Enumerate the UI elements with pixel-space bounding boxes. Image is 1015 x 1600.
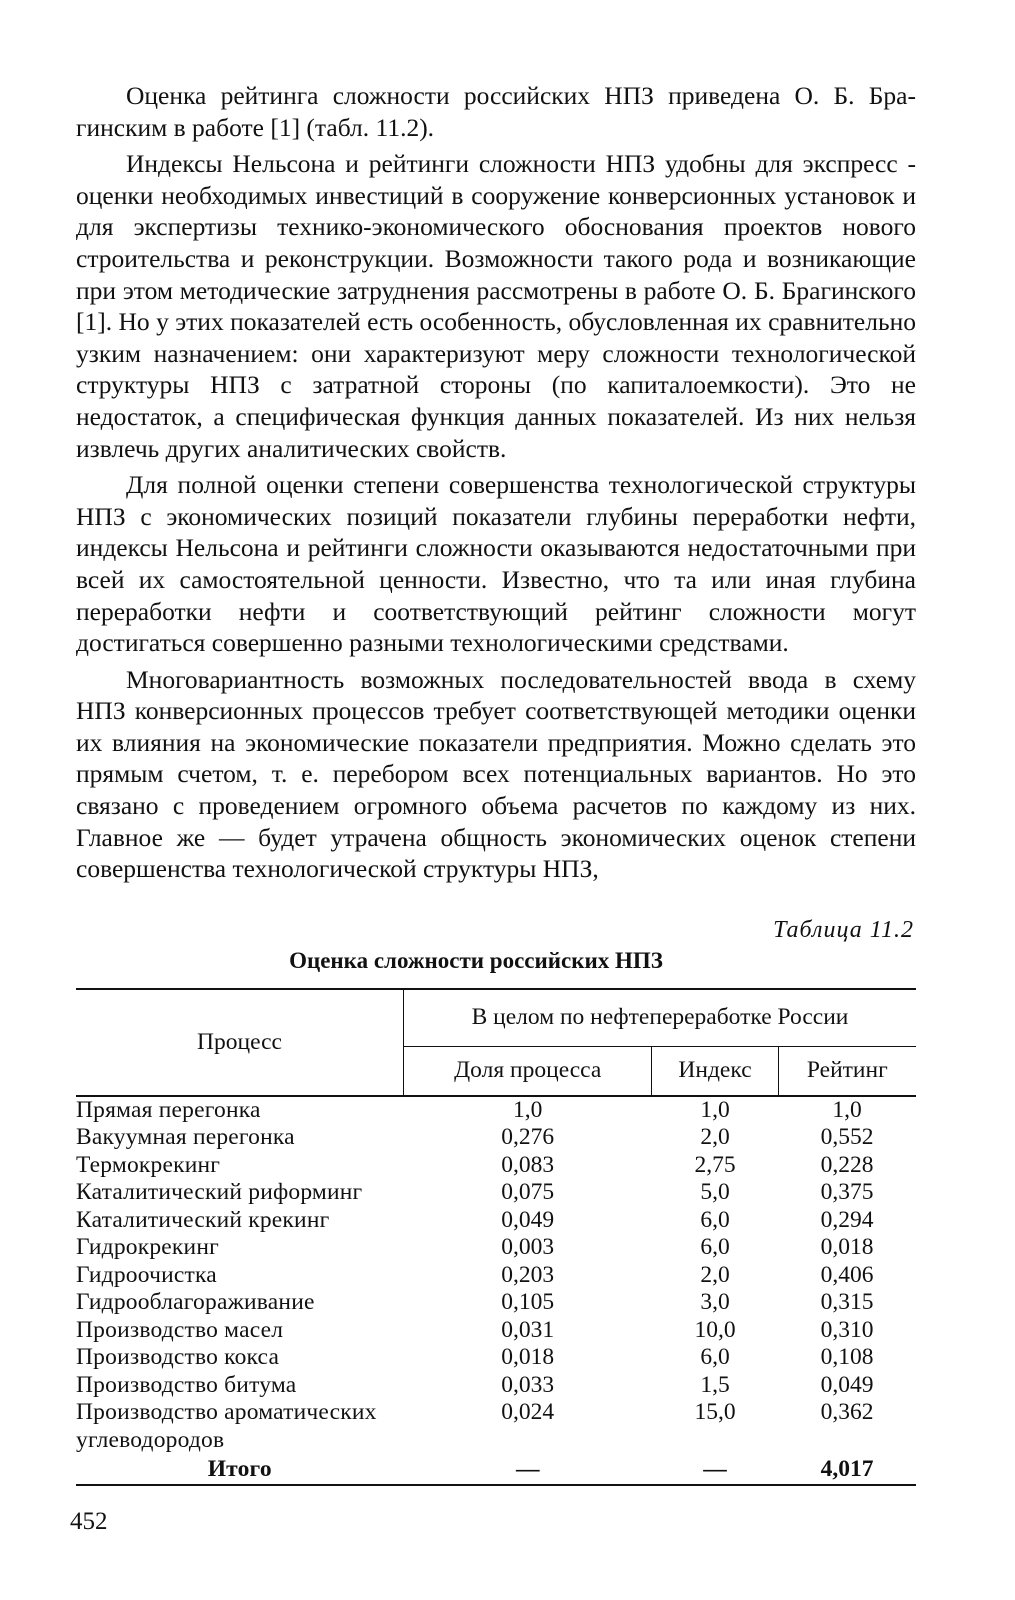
cell-rating: 0,018 [820,1234,874,1261]
table-row [76,1289,916,1317]
cell-process: Каталитический риформинг [76,1179,363,1206]
cell-process: Вакуумная перегонка [76,1124,295,1151]
cell-index: 10,0 [694,1316,736,1343]
table-row [76,1344,916,1372]
cell-share: 0,276 [501,1124,555,1151]
cell-rating: 0,315 [820,1289,874,1316]
cell-share: 0,024 [501,1399,555,1426]
paragraph-4: Многовариантность возможных последовательностей ввода в схему НПЗ конверсионных процессов требует соответствующей методики оценки их влияния на экономические показатели предприятия. Можно сделать это прямым счетом, т. е. перебором всех потенциальных вариантов. Но это связано с проведением огромного объема расчетов по каждому из них. Главное же — будет утрачена общность экономических оценок степени совершенства технологической структуры НПЗ, [76,664,916,884]
table-title: Оценка сложности российских НПЗ [289,947,663,973]
total-label: Итого [76,1454,404,1485]
total-share: — [404,1454,652,1485]
cell-share: 0,003 [501,1234,555,1261]
paragraph-3: Для полной оценки степени совершенства технологической структуры НПЗ с экономических позиций показатели глубины переработки нефти, индексы Нельсона и рейтинги сложности оказываются недостаточными при всей их самостоятельной ценности. Известно, что та или иная глубина переработки нефти и соответствующий рейтинг сложности могут достигаться совершенно разными технологическими средствами. [76,470,916,658]
table-row [76,1234,916,1262]
cell-process: Гидроочистка [76,1261,217,1288]
cell-rating: 0,049 [820,1371,874,1398]
cell-rating: 0,228 [820,1151,874,1178]
cell-rating: 0,362 [820,1399,874,1426]
cell-share: 0,049 [501,1206,555,1233]
cell-share: 0,083 [501,1151,555,1178]
paragraph-2: Индексы Нельсона и рейтинги сложности НПЗ удобны для экспресс - оценки необходимых инвестиций в сооружение конверсионных установок и для экспертизы технико-экономического обоснования проектов нового строительства и реконструкции. Возможности такого рода и возникающие при этом методические затруднения рассмотрены в работе О. Б. Брагинского [1]. Но у этих показателей есть особенность, обусловленная их сравнительно узким назначением: они характеризуют меру сложности технологической структуры НПЗ с затратной стороны (по капиталоемкости). Это не недостаток, а специфическая функция данных показателей. Из них нельзя извлечь других аналитических свойств. [76,149,916,463]
header-group: В целом по нефтепереработке России [404,989,917,1047]
cell-index: 6,0 [700,1206,730,1233]
page-body [76,80,916,1486]
cell-process: Производство ароматических углеводородов [76,1399,377,1453]
table-row [76,1372,916,1400]
cell-index: 2,0 [700,1261,730,1288]
header-rating: Рейтинг [778,1046,916,1096]
cell-process: Термокрекинг [76,1151,221,1178]
total-index: — [652,1454,778,1485]
cell-index: 2,0 [700,1124,730,1151]
cell-rating: 0,294 [820,1206,874,1233]
total-rating: 4,017 [778,1454,916,1485]
cell-rating: 0,310 [820,1316,874,1343]
cell-share: 1,0 [513,1096,543,1123]
table-row [76,1262,916,1290]
table-body [76,1096,916,1486]
cell-process: Гидрокрекинг [76,1234,219,1261]
cell-index: 3,0 [700,1289,730,1316]
cell-share: 0,033 [501,1371,555,1398]
cell-index: 6,0 [700,1234,730,1261]
table-row [76,1399,916,1454]
table-row [76,1096,916,1125]
complexity-table [76,988,916,1487]
header-index: Индекс [652,1046,778,1096]
table-caption: Таблица 11.2 [773,916,914,943]
cell-rating: 0,552 [820,1124,874,1151]
cell-process: Производство масел [76,1316,284,1343]
paragraph-1: Оценка рейтинга сложности российских НПЗ приведена О. Б. Брагинским в работе [1] (табл. 11.2). [76,81,916,142]
cell-share: 0,105 [501,1289,555,1316]
table-row [76,1124,916,1152]
cell-index: 6,0 [700,1344,730,1371]
cell-index: 5,0 [700,1179,730,1206]
table-row-total [76,1454,916,1485]
cell-process: Производство кокса [76,1344,280,1371]
table-row [76,1317,916,1345]
page-number: 452 [70,1508,108,1535]
cell-share: 0,018 [501,1344,555,1371]
cell-index: 1,5 [700,1371,730,1398]
cell-process: Прямая перегонка [76,1096,261,1123]
cell-process: Производство битума [76,1371,297,1398]
cell-index: 2,75 [694,1151,736,1178]
cell-process: Каталитический крекинг [76,1206,330,1233]
cell-index: 1,0 [700,1096,730,1123]
cell-process: Гидрооблагораживание [76,1289,315,1316]
cell-share: 0,075 [501,1179,555,1206]
cell-rating: 0,375 [820,1179,874,1206]
cell-share: 0,031 [501,1316,555,1343]
table-row [76,1207,916,1235]
cell-share: 0,203 [501,1261,555,1288]
header-process: Процесс [76,989,404,1096]
header-share: Доля процесса [404,1046,652,1096]
table-row [76,1152,916,1180]
cell-rating: 0,406 [820,1261,874,1288]
table-row [76,1179,916,1207]
cell-index: 15,0 [694,1399,736,1426]
cell-rating: 1,0 [832,1096,862,1123]
cell-rating: 0,108 [820,1344,874,1371]
